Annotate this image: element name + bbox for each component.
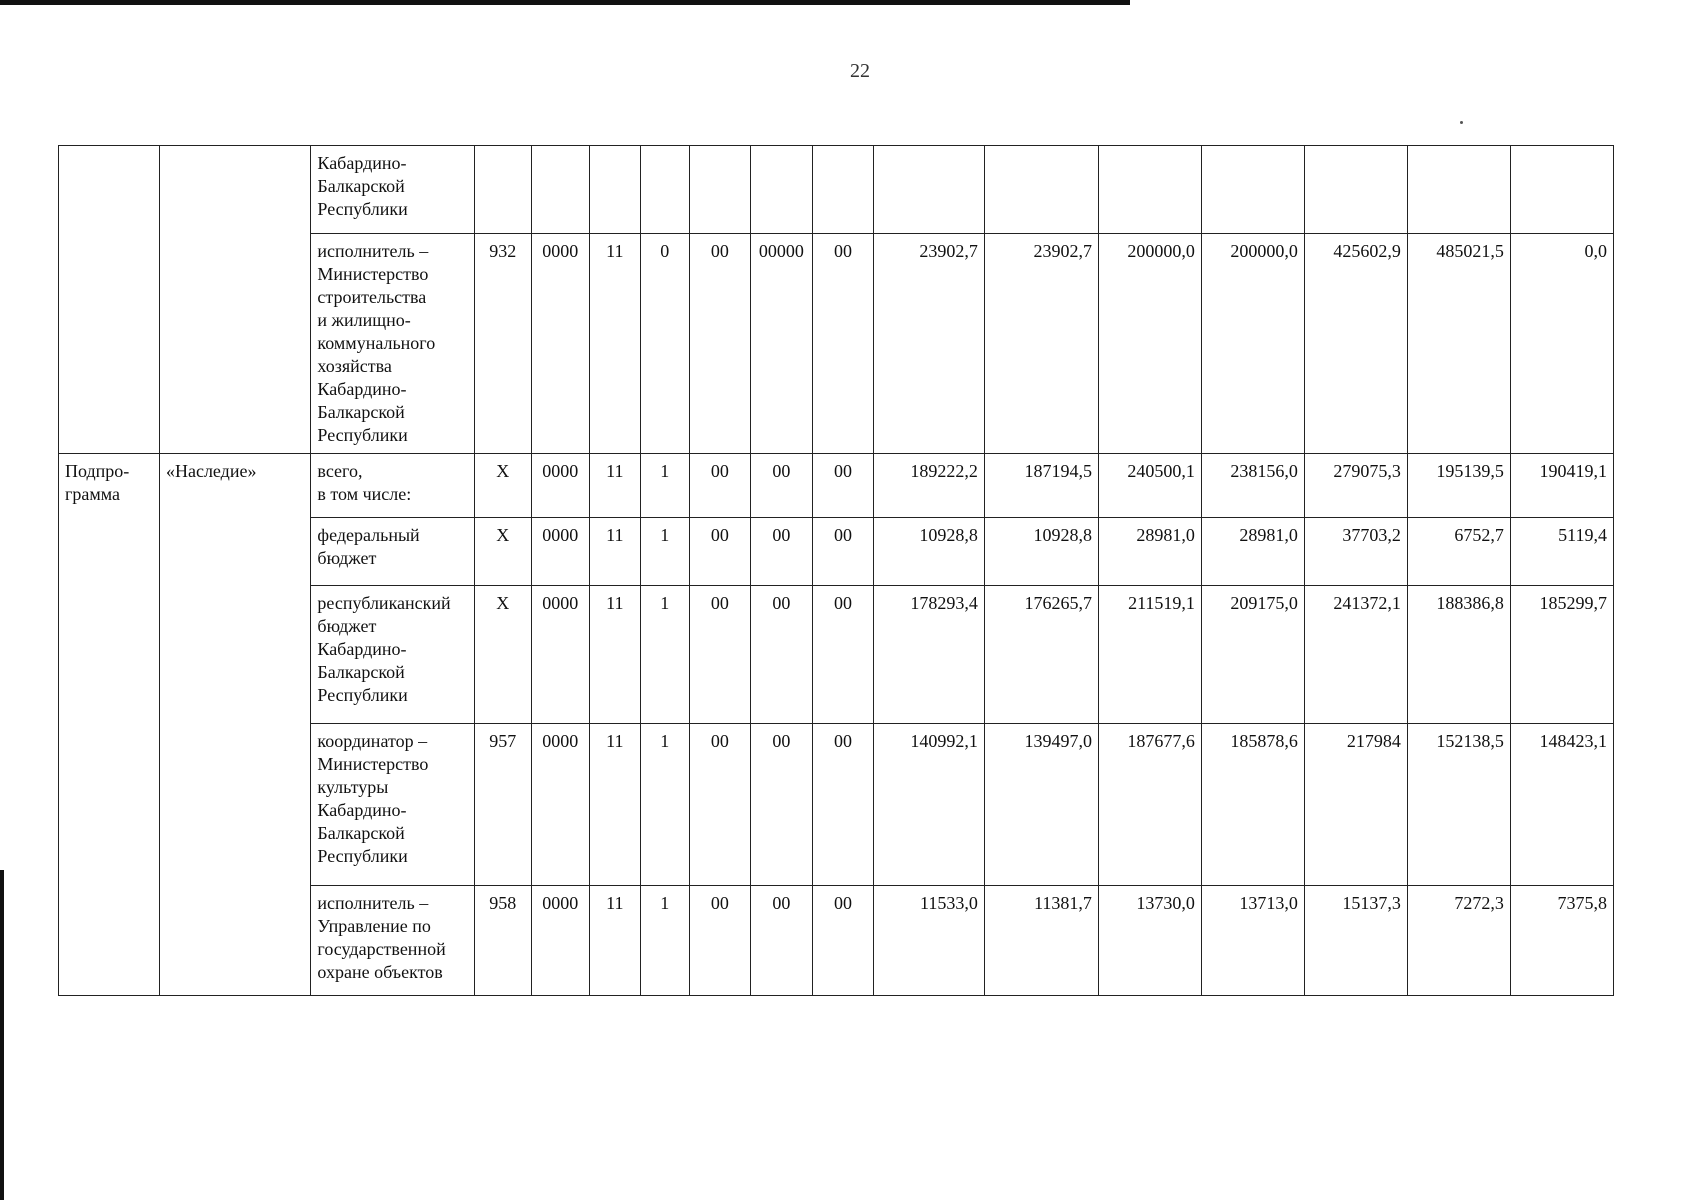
code-cell: 11: [590, 234, 640, 454]
code-cell: 0000: [531, 234, 590, 454]
row-label: исполнитель – Управление по государственной охране объектов: [311, 886, 475, 996]
row-label: федеральный бюджет: [311, 518, 475, 586]
code-cell: 00: [813, 234, 874, 454]
scan-speck: [1460, 121, 1463, 124]
code-cell: [813, 146, 874, 234]
value-cell: 200000,0: [1201, 234, 1304, 454]
code-cell: [750, 146, 813, 234]
value-cell: 238156,0: [1201, 454, 1304, 518]
value-cell: 485021,5: [1407, 234, 1510, 454]
value-cell: 13730,0: [1098, 886, 1201, 996]
row-label: Кабардино- Балкарской Республики: [311, 146, 475, 234]
code-cell: 00: [813, 454, 874, 518]
row-label: исполнитель – Министерство строительства и жилищно- коммунального хозяйства Кабардино- Балкарской Республики: [311, 234, 475, 454]
code-cell: [590, 146, 640, 234]
value-cell: [873, 146, 984, 234]
value-cell: 28981,0: [1201, 518, 1304, 586]
code-cell: 00: [813, 586, 874, 724]
value-cell: 240500,1: [1098, 454, 1201, 518]
code-cell: 00: [690, 724, 751, 886]
section-name-cell: «Наследие»: [159, 454, 310, 996]
code-cell: 00000: [750, 234, 813, 454]
value-cell: 23902,7: [873, 234, 984, 454]
code-cell: [531, 146, 590, 234]
value-cell: 140992,1: [873, 724, 984, 886]
value-cell: 279075,3: [1304, 454, 1407, 518]
code-cell: 00: [690, 518, 751, 586]
section-type-cell: Подпро- грамма: [59, 454, 160, 996]
value-cell: [1407, 146, 1510, 234]
empty-cell: [59, 146, 160, 454]
code-cell: 1: [640, 886, 689, 996]
value-cell: 176265,7: [984, 586, 1098, 724]
value-cell: [1201, 146, 1304, 234]
value-cell: 37703,2: [1304, 518, 1407, 586]
code-cell: 00: [750, 724, 813, 886]
value-cell: 148423,1: [1510, 724, 1613, 886]
left-border-line: [0, 870, 4, 1200]
table-row: [59, 146, 1614, 234]
code-cell: 0000: [531, 724, 590, 886]
value-cell: 11533,0: [873, 886, 984, 996]
value-cell: 6752,7: [1407, 518, 1510, 586]
row-label: республиканский бюджет Кабардино- Балкарской Республики: [311, 586, 475, 724]
code-cell: 932: [474, 234, 531, 454]
value-cell: 23902,7: [984, 234, 1098, 454]
code-cell: [640, 146, 689, 234]
code-cell: [690, 146, 751, 234]
value-cell: 28981,0: [1098, 518, 1201, 586]
code-cell: 0000: [531, 454, 590, 518]
code-cell: 957: [474, 724, 531, 886]
value-cell: 11381,7: [984, 886, 1098, 996]
code-cell: 1: [640, 454, 689, 518]
code-cell: 11: [590, 724, 640, 886]
value-cell: 178293,4: [873, 586, 984, 724]
value-cell: 0,0: [1510, 234, 1613, 454]
code-cell: 0000: [531, 518, 590, 586]
code-cell: 11: [590, 454, 640, 518]
code-cell: 0: [640, 234, 689, 454]
code-cell: 1: [640, 518, 689, 586]
value-cell: 195139,5: [1407, 454, 1510, 518]
code-cell: X: [474, 518, 531, 586]
value-cell: 241372,1: [1304, 586, 1407, 724]
value-cell: 209175,0: [1201, 586, 1304, 724]
code-cell: 00: [750, 454, 813, 518]
value-cell: 190419,1: [1510, 454, 1613, 518]
top-border-line: [0, 0, 1130, 5]
value-cell: 139497,0: [984, 724, 1098, 886]
value-cell: 187194,5: [984, 454, 1098, 518]
value-cell: 189222,2: [873, 454, 984, 518]
value-cell: 200000,0: [1098, 234, 1201, 454]
value-cell: 10928,8: [873, 518, 984, 586]
code-cell: 00: [750, 886, 813, 996]
value-cell: 185299,7: [1510, 586, 1613, 724]
value-cell: 188386,8: [1407, 586, 1510, 724]
code-cell: 00: [750, 518, 813, 586]
code-cell: 1: [640, 724, 689, 886]
code-cell: 00: [690, 886, 751, 996]
code-cell: 11: [590, 518, 640, 586]
value-cell: 152138,5: [1407, 724, 1510, 886]
code-cell: 1: [640, 586, 689, 724]
value-cell: 13713,0: [1201, 886, 1304, 996]
value-cell: 7272,3: [1407, 886, 1510, 996]
value-cell: 217984: [1304, 724, 1407, 886]
empty-cell: [159, 146, 310, 454]
code-cell: 0000: [531, 586, 590, 724]
code-cell: 00: [690, 234, 751, 454]
value-cell: 211519,1: [1098, 586, 1201, 724]
code-cell: 0000: [531, 886, 590, 996]
value-cell: [1098, 146, 1201, 234]
value-cell: 15137,3: [1304, 886, 1407, 996]
row-label: всего, в том числе:: [311, 454, 475, 518]
code-cell: 00: [690, 586, 751, 724]
value-cell: [1304, 146, 1407, 234]
table-row: [59, 454, 1614, 518]
value-cell: 185878,6: [1201, 724, 1304, 886]
budget-table: [58, 145, 1614, 996]
value-cell: 7375,8: [1510, 886, 1613, 996]
code-cell: 00: [690, 454, 751, 518]
code-cell: 00: [813, 886, 874, 996]
row-label: координатор – Министерство культуры Кабардино- Балкарской Республики: [311, 724, 475, 886]
code-cell: X: [474, 586, 531, 724]
value-cell: 425602,9: [1304, 234, 1407, 454]
code-cell: 00: [813, 724, 874, 886]
code-cell: 11: [590, 586, 640, 724]
code-cell: 11: [590, 886, 640, 996]
code-cell: 00: [750, 586, 813, 724]
code-cell: [474, 146, 531, 234]
value-cell: 187677,6: [1098, 724, 1201, 886]
code-cell: 00: [813, 518, 874, 586]
page-number: 22: [850, 60, 870, 82]
code-cell: X: [474, 454, 531, 518]
value-cell: 10928,8: [984, 518, 1098, 586]
value-cell: 5119,4: [1510, 518, 1613, 586]
value-cell: [984, 146, 1098, 234]
value-cell: [1510, 146, 1613, 234]
code-cell: 958: [474, 886, 531, 996]
